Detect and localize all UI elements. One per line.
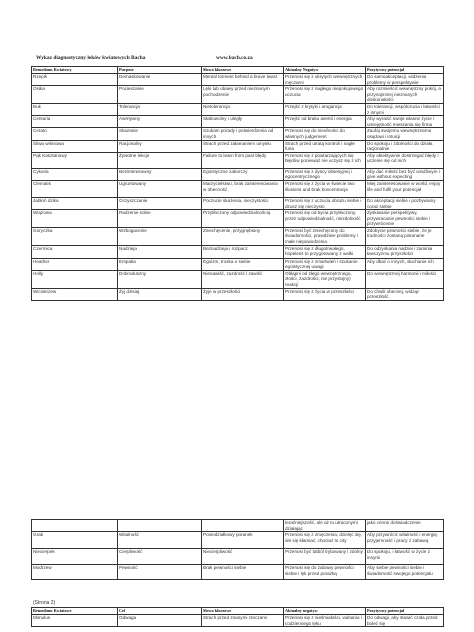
table-cell: Przejść z krytyki i arogancja xyxy=(284,103,366,115)
table-row xyxy=(32,140,444,152)
table-cell: Zdobycie pewności siebie, że je trudności zostaną pokonane xyxy=(366,227,444,245)
table-cell: Przenosi się z życia w świecie two illusions and brak koncentracja xyxy=(284,180,366,197)
table-cell: Mental torment behind a brave twarz xyxy=(202,74,284,86)
column-header: Pozytywny potencjał xyxy=(366,67,444,74)
table-cell: Przenosi się do nieufności do własnych judgement xyxy=(284,128,366,140)
remedy-name-cell: Śliwa wiśniowa xyxy=(32,140,118,152)
table-cell: Lęki lub obawy przed nieznanym pochodzenie xyxy=(202,86,284,104)
table-row xyxy=(32,116,444,128)
table-cell: Przenosi być tatból trybowany i zdolny xyxy=(284,549,366,565)
remedy-name-cell: Niecierpek xyxy=(32,549,118,565)
table-cell: Odwaga xyxy=(118,615,202,627)
table-row xyxy=(32,128,444,140)
table-cell: Przenosi się od bycia przytłoczony, przez odpowiedzialność, niezdolność xyxy=(284,210,366,228)
remedy-name-cell: Osika xyxy=(32,86,118,104)
table-cell: Do odwagi, aby stawić czoła przed boleć się xyxy=(366,615,444,627)
table-cell: Witalność xyxy=(118,532,202,549)
table-cell: Do odzyskania nadziei i zaminia ławczyzmu przyszłości xyxy=(366,245,444,258)
table-row xyxy=(32,180,444,197)
table-cell: teraźniejszość, ale aż tu utraconymi działając xyxy=(284,520,366,532)
document-url[interactable]: www.bach.co.za xyxy=(216,55,253,61)
table-row xyxy=(32,532,444,549)
table-cell: Radzenie sobie xyxy=(118,210,202,228)
table-cell: Aby siebie pewności siebie i świadomość swojego potencjału xyxy=(366,565,444,580)
table-row xyxy=(32,258,444,270)
table-cell: Pewność xyxy=(118,565,202,580)
table-cell: Racjonalny xyxy=(118,140,202,152)
column-header: Słowo kluczowe xyxy=(202,608,284,615)
table-row xyxy=(32,103,444,115)
remedy-name-cell: Jabłoń dzika xyxy=(32,197,118,209)
table-cell: Egoistyczne zaborczy xyxy=(202,168,284,180)
column-header: Purpose xyxy=(118,67,202,74)
table-cell: Żyje w przeszłości xyxy=(202,288,284,300)
table-cell: Aby przywrócić witalność i energię, przyjemność i pracy z zabawą xyxy=(366,532,444,549)
table-cell: Przenosi się z dyscy obsesyjnej i egocentrycznego xyxy=(284,168,366,180)
table-cell: Przenosi się z życia w przeszłości xyxy=(284,288,366,300)
table-cell: Brak pewności siebie xyxy=(202,565,284,580)
table-cell: Pocieszanie xyxy=(118,86,202,104)
table-cell: Nienawiść, zazdrość i zawiść xyxy=(202,270,284,288)
table-cell: Przenosi się z zmartwień i szukanie egoistycznej uwagi xyxy=(284,258,366,270)
column-header: Cel xyxy=(118,608,202,615)
table-cell: Do tolerancji, współczucia i łatwości z innymi xyxy=(366,103,444,115)
table-cell: Dobroduszny xyxy=(118,270,202,288)
table-row xyxy=(32,227,444,245)
table-cell: Aby dbać o innych, słuchanie ich xyxy=(366,258,444,270)
table-cell: Do samoakceptacji, widzenia problemy w perspektywie xyxy=(366,74,444,86)
table-cell: Przytłoczony odpowiedzialnością xyxy=(202,210,284,228)
table-cell: Tolerancja xyxy=(118,103,202,115)
remedy-name-cell: Centuria xyxy=(32,116,118,128)
table-row xyxy=(32,74,444,86)
table-cell: Strach przed utratą kontroli i nagłe furia xyxy=(284,140,366,152)
table-cell: Zniechęcenie, przygnębiony xyxy=(202,227,284,245)
remedy-name-cell: Grab xyxy=(32,532,118,549)
table-cell: Aby dać miłość bez być wrażliwym i give without expecting xyxy=(366,168,444,180)
table-cell: Aby obiektywnie dostrzegać błędy i uczenie się od nich xyxy=(366,152,444,168)
remedy-name-cell: Heather xyxy=(32,258,118,270)
table-row xyxy=(32,520,444,532)
table-cell: Poniedziałkowy poranek xyxy=(202,532,284,549)
column-header: Remedium Kwiatowe xyxy=(32,608,118,615)
table-cell: Aby wyrazić swoje własne życie / umiejętność mieszania się firma xyxy=(366,116,444,128)
table-cell: Żywotne lekcje xyxy=(118,152,202,168)
table-cell: Szukam porady i potwierdzenia od innych xyxy=(202,128,284,140)
table-cell: Oczyszczanie xyxy=(118,197,202,209)
table-cell: Do akceptacji siebie i pozbywamy coraz siebie xyxy=(366,197,444,209)
remedy-table-page-2 xyxy=(31,519,443,580)
table-row xyxy=(32,565,444,580)
table-cell: Przenosi się z długotrwałego, hopeless to przygotowany z walki xyxy=(284,245,366,258)
table-cell: Ugruntowany xyxy=(118,180,202,197)
column-header: Aktualny Negatyw xyxy=(284,67,366,74)
table-cell: Egoizm, troska o siebie xyxy=(202,258,284,270)
table-cell: Asertywny xyxy=(118,116,202,128)
table-cell: Obłąpni od złego wewnętrznego, złości, zazdrości, nie przystojny) reakcji xyxy=(284,270,366,288)
column-header: Aktualny negatyw xyxy=(284,608,366,615)
table-row xyxy=(32,86,444,104)
page-label: (Strona 2) xyxy=(33,600,56,606)
remedy-name-cell: Mimulus xyxy=(32,615,118,627)
remedy-table xyxy=(31,66,444,301)
table-row xyxy=(32,168,444,180)
remedy-table-continued xyxy=(31,519,444,580)
table-row xyxy=(32,152,444,168)
table-cell: Miej zainteresowanie w world, enjoy life and fulfil your potencjał xyxy=(366,180,444,197)
remedy-name-cell: Holly xyxy=(32,270,118,288)
table-cell: Przenosi się do zabawy pewności siebie i lęk przed porażką xyxy=(284,565,366,580)
document-title: Wykaz diagnostyczny leków kwiatowych Bacha xyxy=(36,55,146,61)
table-cell: Failure to learn from past błędy xyxy=(202,152,284,168)
table-row xyxy=(32,549,444,565)
remedy-name-cell: Goryczka xyxy=(32,227,118,245)
table-cell: Do chwili obecnej, widząc przeszłość xyxy=(366,288,444,300)
column-header: Słowo kluczowe xyxy=(202,67,284,74)
table-cell: Przenosi się z nagłego niepokojowego uczucia xyxy=(284,86,366,104)
document-header xyxy=(36,55,446,65)
column-header: Pozytywny potencjał xyxy=(366,608,444,615)
table-cell: Przenosi być zniechęcony do świadomości, prawdziwe problemy i małe niepowodzenia xyxy=(284,227,366,245)
remedy-name-cell: Czermica xyxy=(32,245,118,258)
table-cell: Bezinteresowny xyxy=(118,168,202,180)
table-cell: Strach przed znanymi rzeczami xyxy=(202,615,284,627)
table-cell: Przenosi się z uczucia obrazu siebie i dzusz się nieczysto xyxy=(284,197,366,209)
remedy-name-cell: Buk xyxy=(32,103,118,115)
remedy-name-cell: Modrzew xyxy=(32,565,118,580)
table-row xyxy=(32,245,444,258)
table-row xyxy=(32,210,444,228)
table-cell: Skazanie xyxy=(118,128,202,140)
table-row xyxy=(32,615,444,627)
table-header-row xyxy=(32,67,444,74)
table-cell: Zyskiwanie perspektywy, przywracanie pewności siebie i przywrócenie xyxy=(366,210,444,228)
remedy-name-cell: Cykoria xyxy=(32,168,118,180)
table-cell: Nadzieja xyxy=(118,245,202,258)
remedy-name-cell: Wiciokrzew xyxy=(32,288,118,300)
table-cell: Empatia xyxy=(118,258,202,270)
table-cell: Słabowolny i uległy xyxy=(202,116,284,128)
table-cell: Cierpliwość xyxy=(118,549,202,565)
table-cell: Strach przed załamaniem umysłu xyxy=(202,140,284,152)
table-row xyxy=(32,270,444,288)
table-cell: Zaufaj swojemu wewnętrznemu osądowi i intuicji xyxy=(366,128,444,140)
table-cell: Przejść od braku asertii i energia xyxy=(284,116,366,128)
table-cell: Do spokoju i zdolności do działa racjonalnie xyxy=(366,140,444,152)
table-row xyxy=(32,288,444,300)
remedy-table-page-1 xyxy=(31,66,443,301)
table-cell: Do spokoju, i łatwość w życie z innymi xyxy=(366,549,444,565)
table-cell: jako cenne doświadczenie xyxy=(366,520,444,532)
table-cell: Marzycielstwo, brak zainteresowania w obecność xyxy=(202,180,284,197)
table-header-row xyxy=(32,608,444,615)
table-cell: Przenosi się z zmęczenia, dzielęc się, ale się kłamiać, chociaż to city xyxy=(284,532,366,549)
column-header: Remedium Kwiatowy xyxy=(32,67,118,74)
table-cell: Nietolerancja xyxy=(202,103,284,115)
remedy-name-cell: Rzepik xyxy=(32,74,118,86)
table-cell: Przenosi się z powtarzających się błędów ponieważ nie uczysz się z ich xyxy=(284,152,366,168)
remedy-name-cell: Cerato xyxy=(32,128,118,140)
table-cell: Aby rozmieścić wewnętrzny pokój, a przynajmniej nieznanych doskonałości xyxy=(366,86,444,104)
table-cell: Niecierpliwość xyxy=(202,549,284,565)
table-cell: Żyj dzisiaj xyxy=(118,288,202,300)
table-cell: Do wewnętrznej harmonii i miłości xyxy=(366,270,444,288)
remedy-table-page-3-table xyxy=(31,607,444,627)
table-cell: Demaskowanie xyxy=(118,74,202,86)
table-cell: Beznadzieja i rozpacz xyxy=(202,245,284,258)
remedy-name-cell: Clematis xyxy=(32,180,118,197)
table-cell: Przenosi się z nieśmiałości, wahania i codziennego lęku xyxy=(284,615,366,627)
table-cell: Wzbogacenie xyxy=(118,227,202,245)
table-cell: Poczucie skażenia, nieczystości xyxy=(202,197,284,209)
table-row xyxy=(32,197,444,209)
remedy-name-cell: Wiązowa xyxy=(32,210,118,228)
remedy-table-page-3 xyxy=(31,607,443,627)
remedy-name-cell: Pąk Kasztanowy xyxy=(32,152,118,168)
table-cell: Przenosi się z ukrytych wewnętrznych męczarni xyxy=(284,74,366,86)
